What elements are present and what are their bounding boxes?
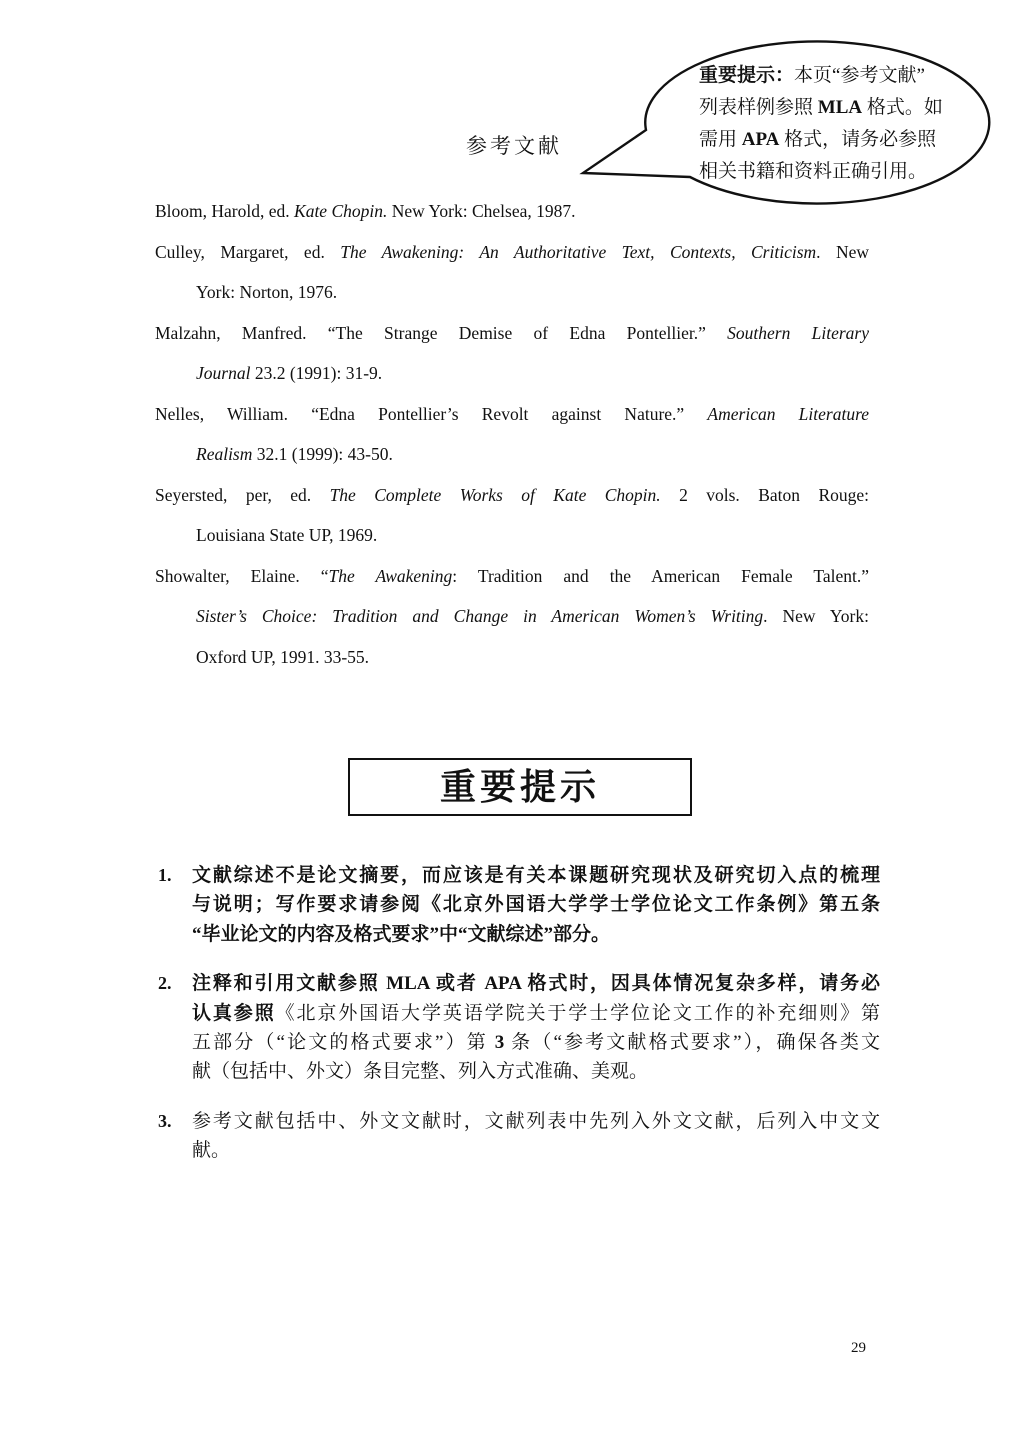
note-number: 1. [158,865,172,885]
text-segment: 五部分（“论文的格式要求”）第 [192,1032,495,1054]
text-segment: Journal [196,363,251,383]
reference-line [155,272,869,313]
text-segment: Seyersted, per, ed. [155,484,330,505]
text-segment: 重要提示： [699,65,795,86]
text-segment: Malzahn, Manfred. “The Strange Demise of Edna Pontellier.” [155,322,728,343]
note-line [192,1028,880,1057]
reference-line [155,596,869,637]
note-body [192,969,880,1087]
text-segment: 本页“参考文献” [794,65,925,86]
note-line [192,920,880,949]
text-segment: 列表样例参照 [699,97,818,118]
speech-bubble-line [699,124,951,156]
text-segment: APA [741,129,780,150]
reference-entry [155,232,869,313]
speech-bubble-text [699,60,951,188]
text-segment: 文献综述不是论文摘要，而应该是有关本课题研究现状及研究切入点的梳理 [192,865,880,886]
reference-line [155,637,869,678]
text-segment: 献。 [192,1140,231,1162]
text-segment: 格式。如 [862,97,943,118]
text-segment: Sister’s Choice: Tradition and Change in American Women’s Writing [196,606,764,626]
reference-line [155,475,869,516]
text-segment: York: Norton, 1976. [196,282,338,302]
text-segment: Culley, Margaret, ed. [155,241,341,262]
notice-box-label: 重要提示 [439,766,600,807]
page-number: 29 [851,1340,866,1356]
note-line [192,1057,880,1086]
text-segment: 需用 [699,129,742,150]
text-segment: 格式，请务必参照 [779,129,937,150]
reference-entry [155,313,869,394]
text-segment: : Tradition and the American Female Talent.” [452,565,869,586]
reference-line [155,191,869,232]
note-line [192,890,880,919]
references-list [155,191,869,677]
text-segment: MLA [817,97,863,118]
text-segment: Showalter, Elaine. “ [155,565,329,586]
reference-entry [155,556,869,678]
text-segment: 认真参照 [192,1002,276,1024]
text-segment: Kate Chopin. [294,201,388,221]
notice-box [348,758,692,816]
note-body [192,861,880,949]
text-segment: The Awakening [328,565,453,586]
reference-line [155,353,869,394]
text-segment: 3 [494,1032,505,1054]
note-line [192,1107,880,1136]
text-segment: The Complete Works of Kate Chopin. [329,484,661,505]
reference-line [155,232,869,273]
note-item [158,861,880,949]
note-number: 3. [158,1110,172,1131]
text-segment: Southern Literary [727,322,869,343]
note-line [192,969,880,998]
text-segment: Louisiana State UP, 1969. [196,525,378,545]
page-title: 参考文献 [466,134,562,158]
text-segment: Nelles, William. “Edna Pontellier’s Revolt against Nature.” [155,403,708,424]
reference-entry [155,191,869,232]
text-segment: The Awakening: An Authoritative Text, Contexts, Criticism [340,241,817,262]
text-segment: “毕业论文的内容及格式要求”中“文献综述”部分。 [192,923,611,945]
note-line [192,861,880,890]
text-segment: New York: Chelsea, 1987. [387,201,576,221]
text-segment: . New [816,241,869,262]
text-segment: Bloom, Harold, ed. [155,201,295,221]
text-segment: American Literature [707,403,869,424]
notes-list [158,861,880,1186]
reference-line [155,434,869,475]
note-body [192,1107,880,1166]
text-segment: . New York: [763,606,869,626]
reference-line [155,556,869,597]
text-segment: 与说明；写作要求请参阅《北京外国语大学学士学位论文工作条例》第五条 [192,894,880,916]
text-segment: 献（包括中、外文）条目完整、列入方式准确、美观。 [192,1061,649,1083]
text-segment: 条（“参考文献格式要求”），确保各类文 [504,1032,880,1054]
note-item [158,1107,880,1166]
note-item [158,969,880,1087]
text-segment: 23.2 (1991): 31-9. [250,363,383,383]
speech-bubble-line [699,60,951,92]
reference-line [155,394,869,435]
note-number: 2. [158,973,172,994]
reference-line [155,313,869,354]
text-segment: Realism [196,444,253,464]
reference-line [155,515,869,556]
text-segment: 参考文献包括中、外文文献时，文献列表中先列入外文文献，后列入中文文 [192,1110,880,1132]
text-segment: 32.1 (1999): 43-50. [252,444,393,464]
text-segment: 注释和引用文献参照 MLA 或者 APA 格式时，因具体情况复杂多样，请务必 [192,973,880,995]
speech-bubble-line [699,156,951,188]
reference-entry [155,475,869,556]
reference-entry [155,394,869,475]
text-segment: 2 vols. Baton Rouge: [660,484,869,505]
note-line [192,999,880,1028]
text-segment: 《北京外国语大学英语学院关于学士学位论文工作的补充细则》第 [275,1002,880,1024]
speech-bubble-line [699,92,951,124]
text-segment: Oxford UP, 1991. 33-55. [196,646,370,667]
text-segment: 相关书籍和资料正确引用。 [699,161,928,182]
note-line [192,1136,880,1165]
